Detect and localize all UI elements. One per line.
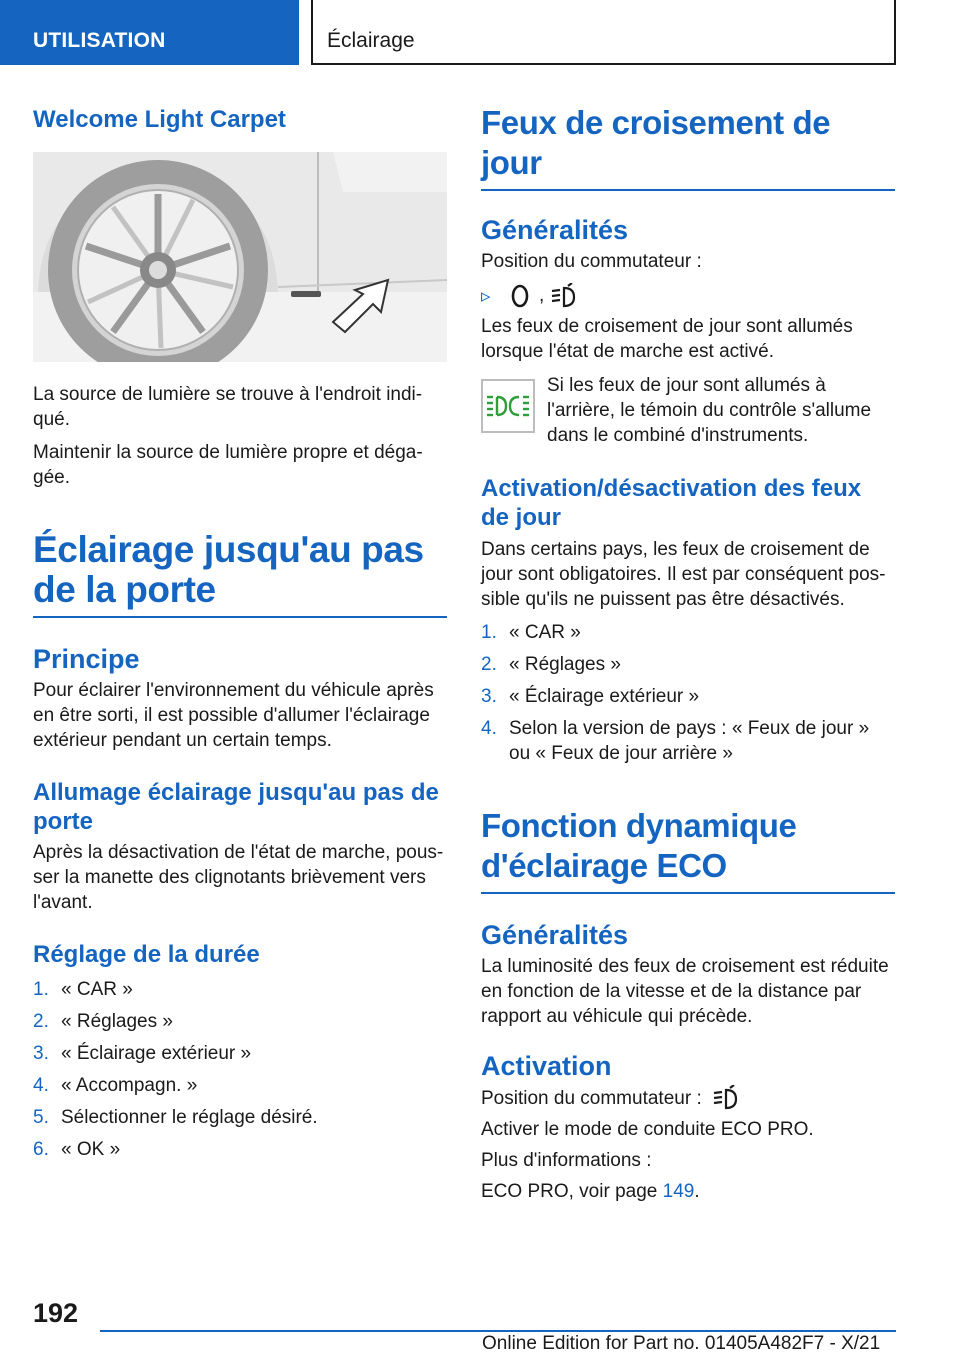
step-text: Selon la version de pays : « Feux de jour » ou « Feux de jour arrière » xyxy=(509,718,870,764)
page-ref-suffix: . xyxy=(694,1181,700,1202)
gen-title: Généralités xyxy=(481,215,629,245)
principe-text: Pour éclairer l'environnement du véhicule après en être sorti, il est possible d'allumer l'éclairage extérieur pendant un certain temps. xyxy=(33,680,434,751)
indicator-note xyxy=(481,373,895,448)
list-item xyxy=(481,716,895,766)
step-text: « Accompagn. » xyxy=(61,1075,198,1096)
porte-title: Éclairage jusqu'au pas de la porte xyxy=(33,530,447,618)
eco-act-p2: Plus d'informations : xyxy=(481,1150,652,1171)
step-number: 1. xyxy=(481,622,497,643)
eco-gen-title: Généralités xyxy=(481,920,629,950)
activation-text: Dans certains pays, les feux de croisement de jour sont obligatoires. Il est par conséquent pos-sible qu'ils ne puissent pas être désactivés. xyxy=(481,539,886,610)
allumage-title: Allumage éclairage jusqu'au pas de porte xyxy=(33,779,439,835)
list-item xyxy=(33,1041,447,1066)
right-column xyxy=(481,100,895,1204)
step-number: 4. xyxy=(481,718,497,739)
page-link[interactable]: 149 xyxy=(662,1181,695,1202)
list-item xyxy=(33,1105,447,1130)
daytime-running-light-icon xyxy=(486,391,530,421)
eco-act-title: Activation xyxy=(481,1051,612,1081)
activation-steps xyxy=(481,620,895,766)
list-item xyxy=(33,1137,447,1162)
step-number: 2. xyxy=(33,1011,49,1032)
eco-act-position: Position du commutateur : xyxy=(481,1087,702,1109)
step-number: 3. xyxy=(33,1043,49,1064)
welcome-p1: La source de lumière se trouve à l'endroit indi-qué. xyxy=(33,384,423,430)
step-text: « Éclairage extérieur » xyxy=(509,686,700,707)
principe-title: Principe xyxy=(33,644,140,674)
duree-steps xyxy=(33,977,447,1162)
eco-gen-text: La luminosité des feux de croisement est réduite en fonction de la vitesse et de la distance par rapport au véhicule qui précède. xyxy=(481,956,889,1027)
auto-light-icon xyxy=(712,1085,740,1111)
eco-act-p3 xyxy=(481,1179,895,1204)
step-text: « OK » xyxy=(61,1139,121,1160)
step-number: 4. xyxy=(33,1075,49,1096)
header-section-label: UTILISATION xyxy=(33,29,166,52)
footer-edition: Online Edition for Part no. 01405A482F7 - X/21 xyxy=(482,1333,881,1354)
list-item xyxy=(481,652,895,677)
eco-act-position-row xyxy=(481,1085,895,1111)
list-item xyxy=(481,620,895,645)
auto-light-icon xyxy=(550,283,578,309)
duree-title: Réglage de la durée xyxy=(33,941,260,968)
welcome-p2: Maintenir la source de lumière propre et déga-gée. xyxy=(33,442,423,488)
header-title-box xyxy=(311,0,896,65)
step-text: « Réglages » xyxy=(509,654,621,675)
step-text: « Réglages » xyxy=(61,1011,173,1032)
list-item xyxy=(33,1009,447,1034)
gen-position: Position du commutateur : xyxy=(481,251,702,272)
eco-act-p1: Activer le mode de conduite ECO PRO. xyxy=(481,1119,814,1140)
page-ref-prefix: ECO PRO, voir page xyxy=(481,1181,663,1202)
gen-note: Si les feux de jour sont allumés à l'arrière, le témoin du contrôle s'allume dans le combiné d'instruments. xyxy=(547,375,872,446)
bullet-separator: , xyxy=(539,285,545,306)
feux-title: Feux de croisement de jour xyxy=(481,103,895,191)
footer-divider xyxy=(100,1330,896,1332)
wheel-image xyxy=(33,152,447,362)
welcome-title: Welcome Light Carpet xyxy=(33,106,286,133)
allumage-text: Après la désactivation de l'état de marche, pous-ser la manette des clignotants brièvement vers l'avant. xyxy=(33,842,444,913)
step-number: 6. xyxy=(33,1139,49,1160)
list-item xyxy=(481,684,895,709)
header-title: Éclairage xyxy=(327,29,415,52)
page-number: 192 xyxy=(33,1298,79,1328)
position-zero-icon xyxy=(509,284,531,308)
activation-title: Activation/désactivation des feux de jour xyxy=(481,475,862,531)
list-item xyxy=(33,977,447,1002)
switch-position-bullet xyxy=(481,282,895,310)
step-number: 2. xyxy=(481,654,497,675)
step-number: 1. xyxy=(33,979,49,1000)
header-section-tab xyxy=(0,0,299,65)
indicator-box xyxy=(481,379,535,433)
gen-text: Les feux de croisement de jour sont allumés lorsque l'état de marche est activé. xyxy=(481,316,853,362)
step-number: 3. xyxy=(481,686,497,707)
bullet-triangle-icon: ▹ xyxy=(481,285,491,307)
step-text: « CAR » xyxy=(61,979,133,1000)
step-text: « Éclairage extérieur » xyxy=(61,1043,252,1064)
list-item xyxy=(33,1073,447,1098)
step-text: « CAR » xyxy=(509,622,581,643)
eco-title: Fonction dynamique d'éclairage ECO xyxy=(481,806,895,894)
step-number: 5. xyxy=(33,1107,49,1128)
step-text: Sélectionner le réglage désiré. xyxy=(61,1107,318,1128)
left-column xyxy=(33,100,447,1162)
wheel-illustration xyxy=(33,152,447,362)
